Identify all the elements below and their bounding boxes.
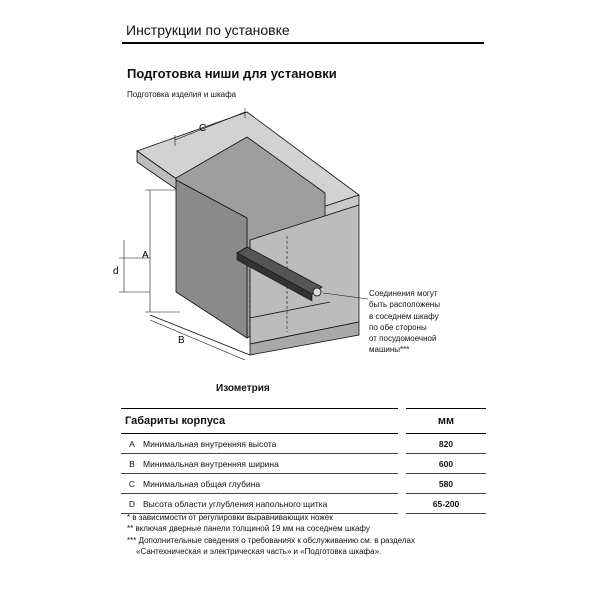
- row-label: Минимальная общая глубина: [143, 474, 402, 494]
- callout-line: от посудомоечной: [369, 334, 437, 344]
- dim-label-c: C: [199, 123, 207, 134]
- row-value: 65-200: [402, 494, 486, 514]
- table-row: [121, 434, 486, 454]
- row-label: Минимальная внутренняя ширина: [143, 454, 402, 474]
- row-code: A: [121, 434, 143, 454]
- footnote: ** включая дверные панели толщиной 19 мм на соседнем шкафу: [127, 524, 370, 534]
- row-code: D: [121, 494, 143, 514]
- row-value: 580: [402, 474, 486, 494]
- row-label: Минимальная внутренняя высота: [143, 434, 402, 454]
- table-row: [121, 454, 486, 474]
- row-value: 600: [402, 454, 486, 474]
- callout-line: машины***: [369, 345, 410, 355]
- table-header-row: [121, 409, 486, 434]
- footnote: «Сантехническая и электрическая часть» и «Подготовка шкафа».: [136, 546, 382, 556]
- table-header-unit: мм: [402, 409, 486, 434]
- footnote: * в зависимости от регулировки выравнивающих ножек: [127, 513, 333, 522]
- row-code: B: [121, 454, 143, 474]
- section-subtitle: Подготовка изделия и шкафа: [127, 90, 237, 99]
- callout-line: по обе стороны: [369, 322, 427, 332]
- connections-callout: [369, 288, 479, 356]
- connection-port-icon: [313, 288, 321, 296]
- footnote: *** Дополнительные сведения о требованиях к обслуживанию см. в разделах: [127, 535, 415, 545]
- callout-line: Соединения могут: [369, 289, 438, 298]
- page-header-title: Инструкции по установке: [126, 22, 290, 38]
- isometry-caption: Изометрия: [216, 383, 270, 394]
- row-value: 820: [402, 434, 486, 454]
- footnotes: [127, 512, 415, 557]
- table-row: [121, 474, 486, 494]
- section-title: Подготовка ниши для установки: [127, 66, 337, 81]
- dimensions-table: [121, 408, 486, 514]
- row-label: Высота области углубления напольного щитка: [143, 494, 402, 514]
- dim-label-a: A: [142, 250, 149, 261]
- callout-line: в соседнем шкафу: [369, 311, 439, 321]
- row-code: C: [121, 474, 143, 494]
- dim-label-d: d: [113, 266, 119, 277]
- table-header-label: Габариты корпуса: [121, 409, 402, 434]
- dim-label-b: B: [178, 335, 185, 346]
- callout-line: быть расположены: [369, 300, 440, 310]
- table-row: [121, 494, 486, 514]
